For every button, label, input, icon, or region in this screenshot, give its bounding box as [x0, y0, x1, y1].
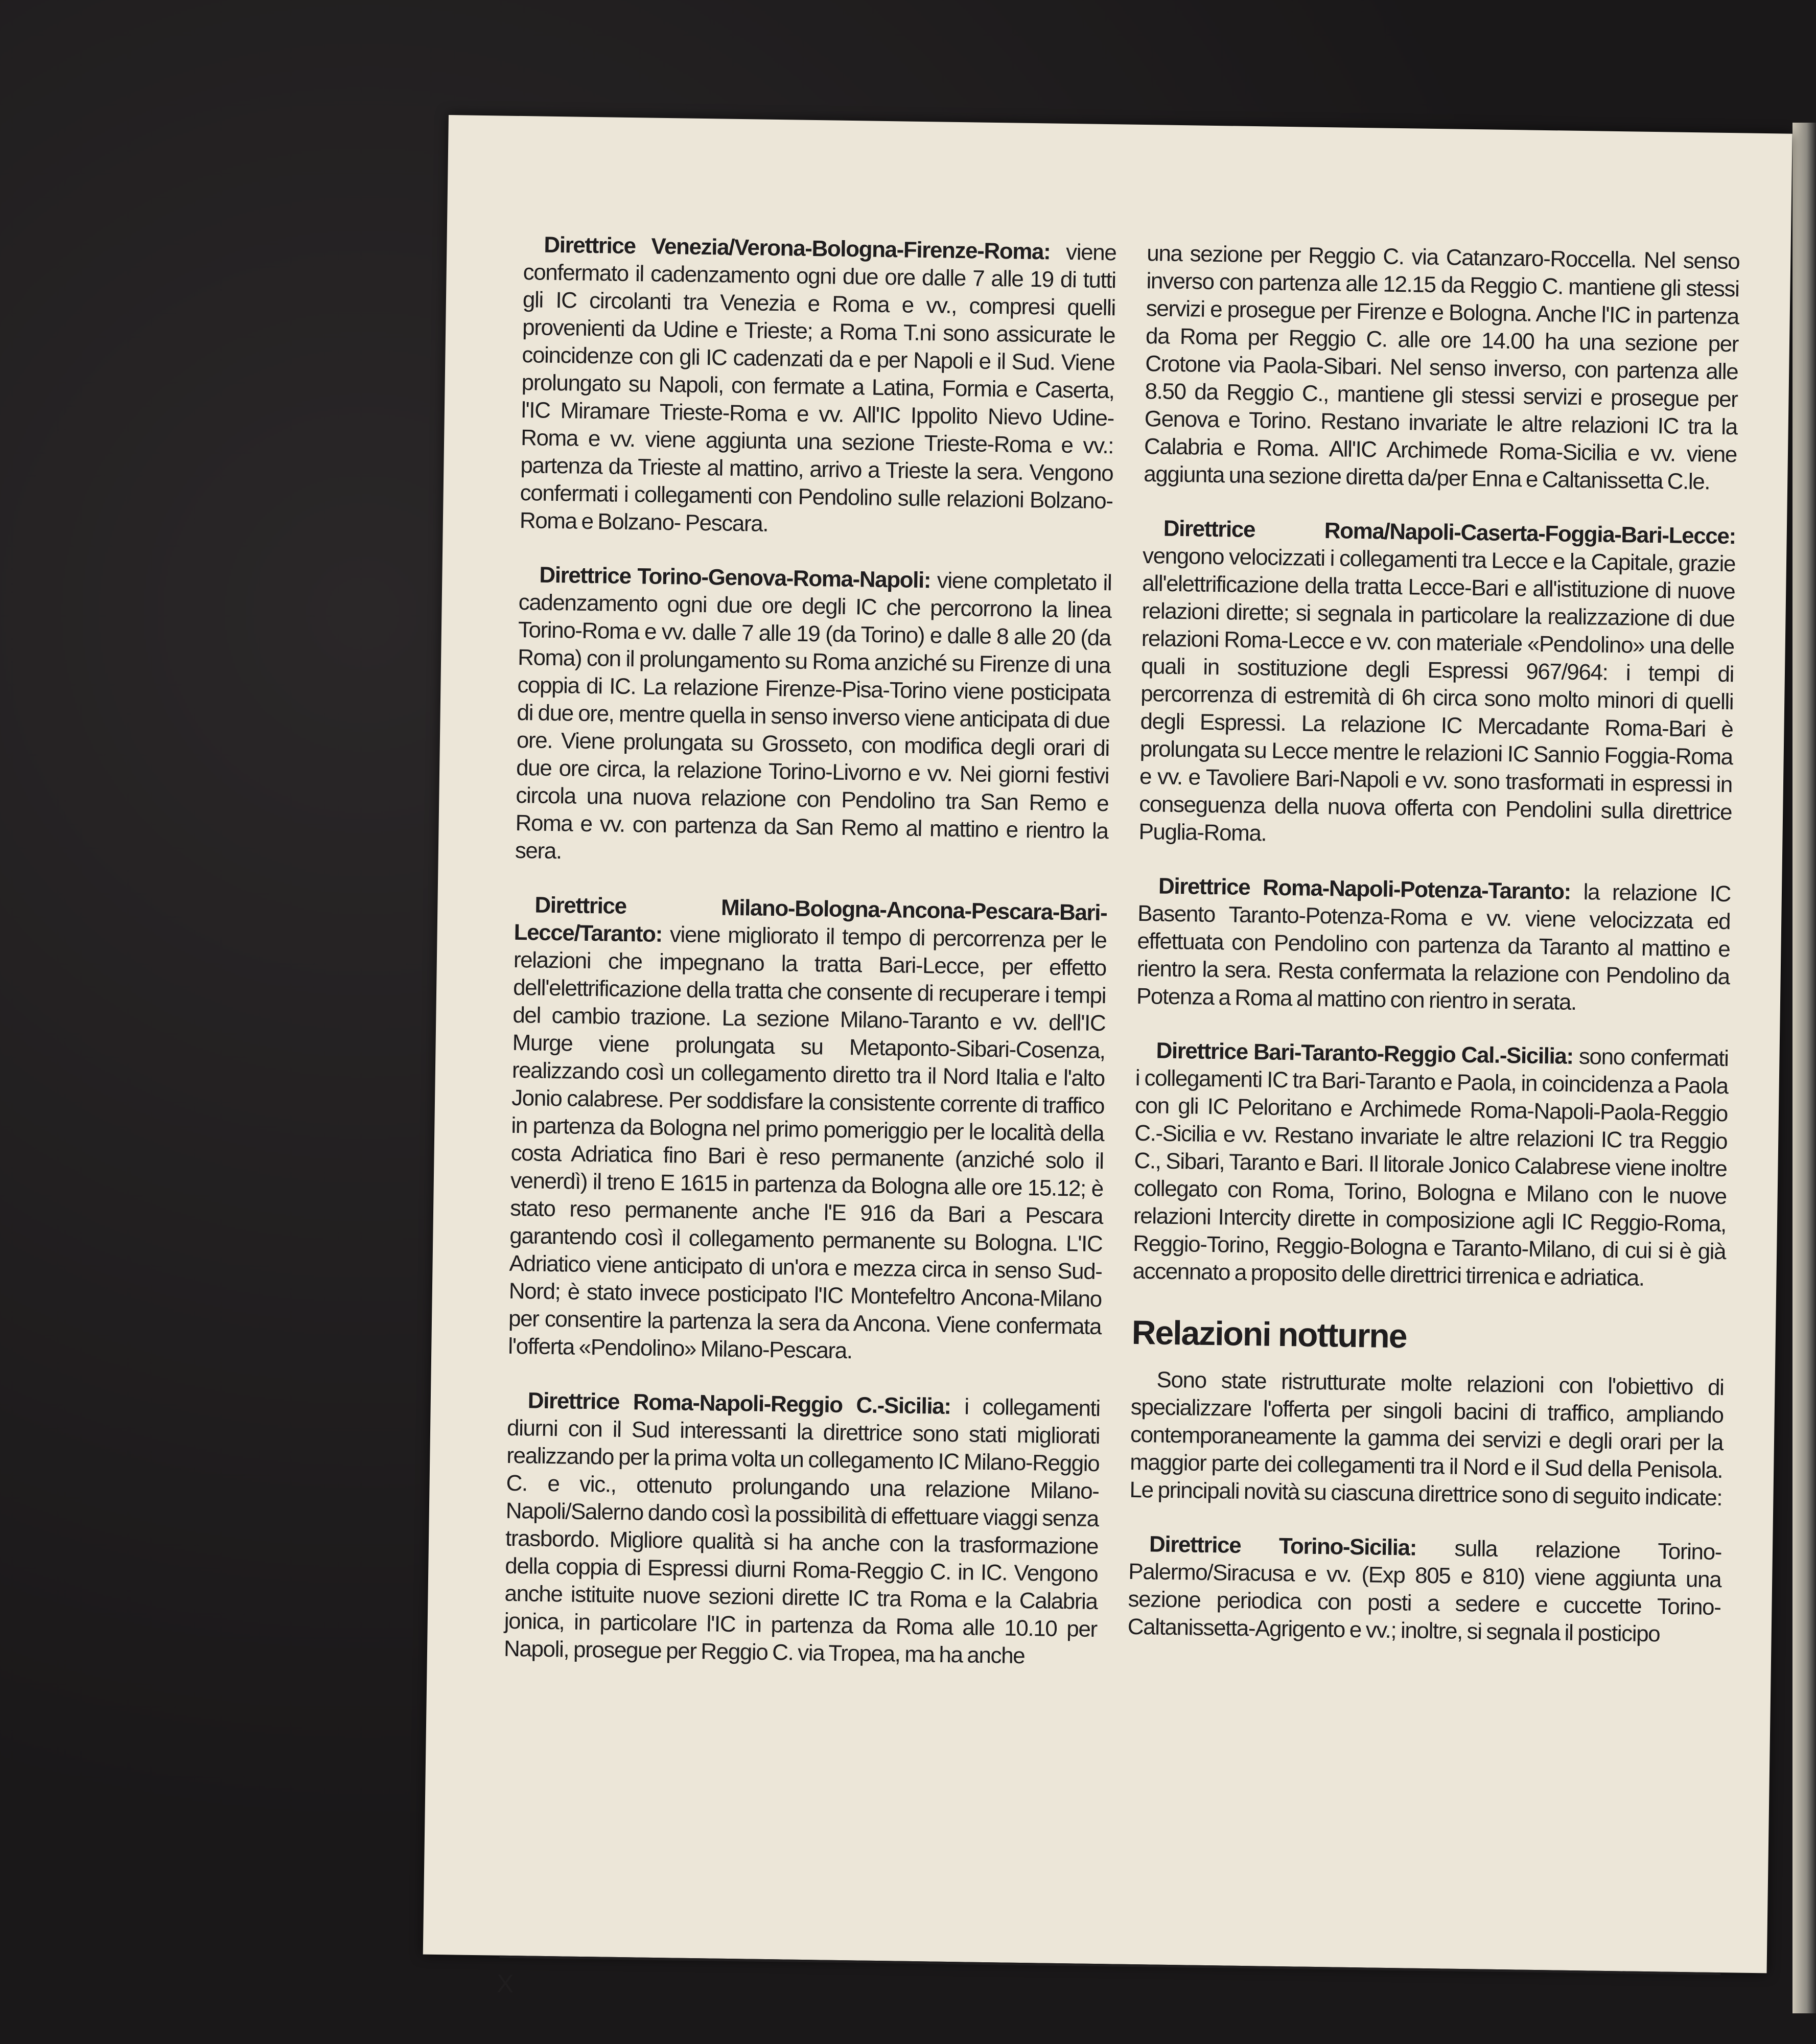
paragraph-text: viene confermato il cadenzamento ogni due ore dalle 7 alle 19 di tutti gli IC circolanti tra Venezia e Roma e vv., compresi quelli provenienti da Udine e Trieste; a Roma T.ni sono assicurate le coincidenze con gli IC cadenzati da e per Napoli e il Sud. Viene prolungato su Napoli, con fermate a Latina, Formia e Caserta, l'IC Miramare Trieste-Roma e vv. All'IC Ippolito Nievo Udine-Roma e vv. viene aggiunta una sezione Trieste-Roma e vv.: partenza da Trieste al mattino, arrivo a Trieste la sera. Vengono confermati i collegamenti con Pendolino sulle relazioni Bolzano-Roma e Bolzano- Pescara. [519, 239, 1116, 537]
right-column [1127, 240, 1740, 1676]
page-folio: X [496, 1969, 514, 1999]
paragraph-text: viene completato il cadenzamento ogni due ore degli IC che percorrono la linea Torino-Roma e vv. dalle 7 alle 19 (da Torino) e dalle 8 alle 20 (da Roma) con il prolungamento su Roma anziché su Firenze di una coppia di IC. La relazione Firenze-Pisa-Torino viene posticipata di due ore, mentre quella in senso inverso viene anticipata di due ore. Viene prolungata su Grosseto, con modifica degli orari di due ore circa, la relazione Torino-Livorno e vv. Nei giorni festivi circola una nuova relazione con Pendolino tra San Remo e Roma e vv. con partenza da San Remo al mattino e rientro la sera. [515, 568, 1112, 864]
paragraph-text: viene migliorato il tempo di percorrenza per le relazioni che impegnano la tratta Bari-Lecce, per effetto dell'elettrificazione della tratta che consente di recuperare i tempi del cambio trazione. La sezione Milano-Taranto e vv. dell'IC Murge viene prolungata su Metaponto-Sibari-Cosenza, realizzando così un collegamento diretto tra il Nord Italia e l'alto Jonio calabrese. Per soddisfare la consistente corrente di traffico in partenza da Bologna nel primo pomeriggio per le località della costa Adriatica fino Bari è reso permanente (anziché solo il venerdì) il treno E 1615 in partenza da Bologna alle ore 15.12; è stato reso permanente anche l'E 916 da Bari a Pescara garantendo così il collegamento permanente su Bologna. L'IC Adriatico viene anticipato di un'ora e mezza circa in senso Sud-Nord; è stato invece posticipato l'IC Montefeltro Ancona-Milano per consentire la partenza la sera da Ancona. Viene confermata l'offerta «Pendolino» Milano-Pescara. [508, 921, 1107, 1364]
paragraph-bari-sicilia [1132, 1037, 1729, 1293]
booklet-page [423, 115, 1792, 1999]
left-column [503, 231, 1116, 1698]
paragraph-heading: Direttrice Roma-Napoli-Reggio C.-Sicilia: [527, 1388, 951, 1419]
paragraph-heading: Direttrice Roma/Napoli-Caserta-Foggia-Bari-Lecce: [1163, 516, 1736, 549]
paragraph-text: una sezione per Reggio C. via Catanzaro-Roccella. Nel senso inverso con partenza alle 12.15 da Reggio C. mantiene gli stessi servizi e prosegue per Firenze e Bologna. Anche l'IC in partenza da Roma per Reggio C. alle ore 14.00 ha una sezione per Crotone via Paola-Sibari. Nel senso inverso, con partenza alle 8.50 da Reggio C., mantiene gli stessi servizi e prosegue per Genova e Torino. Restano invariate le altre relazioni IC tra la Calabria e Roma. All'IC Archimede Roma-Sicilia e vv. viene aggiunta una sezione diretta da/per Enna e Caltanissetta C.le. [1143, 241, 1740, 495]
paragraph-continuation [1144, 240, 1740, 496]
paragraph-text: vengono velocizzati i collegamenti tra Lecce e la Capitale, grazie all'elettrificazione della tratta Lecce-Bari e all'istituzione di nuove relazioni dirette; si segnala in particolare la realizzazione di due relazioni Roma-Lecce e vv. con materiale «Pendolino» una delle quali in sostituzione degli Espressi 967/964: i tempi di percorrenza di estremità di 6h circa sono molto minori di quelli degli Espressi. La relazione IC Mercadante Roma-Bari è prolungata su Lecce mentre le relazioni IC Sannio Foggia-Roma e vv. e Tavoliere Bari-Napoli e vv. sono trasformati in espressi in conseguenza della nuova offerta con Pendolini sulla direttrice Puglia-Roma. [1138, 543, 1736, 846]
paragraph-text: sulla relazione Torino-Palermo/Siracusa e vv. (Exp 805 e 810) viene aggiunta una sezione periodica con posti a sedere e cuccette Torino-Caltanissetta-Agrigento e vv.; inoltre, si segnala il posticipo [1127, 1535, 1722, 1647]
paragraph-roma-lecce [1138, 515, 1736, 854]
paragraph-milano-bologna [508, 891, 1107, 1368]
paragraph-torino-genova [515, 561, 1112, 873]
paragraph-heading: Direttrice Milano-Bologna-Ancona-Pescara-Bari-Lecce/Taranto: [514, 892, 1107, 947]
paragraph-heading: Direttrice Bari-Taranto-Reggio Cal.-Sicilia: [1156, 1038, 1574, 1069]
paragraph-text: i collegamenti diurni con il Sud interessanti la direttrice sono stati migliorati realizzando per la prima volta un collegamento IC Milano-Reggio C. e vic., ottenuto prolungando una relazione Milano-Napoli/Salerno dando così la possibilità di effettuare viaggi senza trasbordo. Migliore qualità si ha anche con la trasformazione della coppia di Espressi diurni Roma-Reggio C. in IC. Vengono anche istituite nuove sezioni dirette IC tra Roma e la Calabria jonica, in particolare l'IC in partenza da Roma alle 10.10 per Napoli, prosegue per Reggio C. via Tropea, ma ha anche [503, 1393, 1101, 1669]
paragraph-torino-sicilia [1127, 1530, 1721, 1649]
paragraph-roma-napoli-reggio [504, 1387, 1100, 1671]
paragraph-text: sono confermati i collegamenti IC tra Bari-Taranto e Paola, in coincidenza a Paola con gli IC Peloritano e Archimede Roma-Napoli-Paola-Reggio C.-Sicilia e vv. Restano invariate le altre relazioni IC tra Reggio C., Sibari, Taranto e Bari. Il litorale Jonico Calabrese viene inoltre collegato con Roma, Torino, Bologna e Milano con le nuove relazioni Intercity dirette in composizione agli IC Reggio-Roma, Reggio-Torino, Reggio-Bologna e Taranto-Milano, di cui si è già accennato a proposito delle direttrici tirrenica e adriatica. [1132, 1043, 1729, 1291]
paragraph-heading: Direttrice Torino-Genova-Roma-Napoli: [539, 562, 931, 593]
page-edge [1792, 123, 1816, 2013]
paragraph-heading: Direttrice Torino-Sicilia: [1149, 1531, 1417, 1561]
section-title: Relazioni notturne [1131, 1313, 1407, 1355]
paragraph-heading: Direttrice Venezia/Verona-Bologna-Firenze-Roma: [544, 232, 1051, 265]
section-intro: Sono state ristrutturate molte relazioni con l'obiettivo di specializzare l'offerta per singoli bacini di traffico, ampliando contemporaneamente la gamma dei servizi e degli orari per la maggior parte dei collegamenti tra il Nord e il Sud della Penisola. Le principali novità su ciascuna direttrice sono di seguito indicate: [1129, 1367, 1724, 1511]
paragraph-heading: Direttrice Roma-Napoli-Potenza-Taranto: [1158, 873, 1571, 904]
paragraph-roma-taranto [1136, 872, 1731, 1018]
paragraph-venezia [520, 231, 1116, 543]
paragraph-text: la relazione IC Basento Taranto-Potenza-Roma e vv. viene velocizzata ed effettuata con Pendolino con partenza da Taranto al mattino e rientro la sera. Resta confermata la relazione con Pendolino da Potenza a Roma al mattino con rientro in serata. [1136, 879, 1731, 1015]
